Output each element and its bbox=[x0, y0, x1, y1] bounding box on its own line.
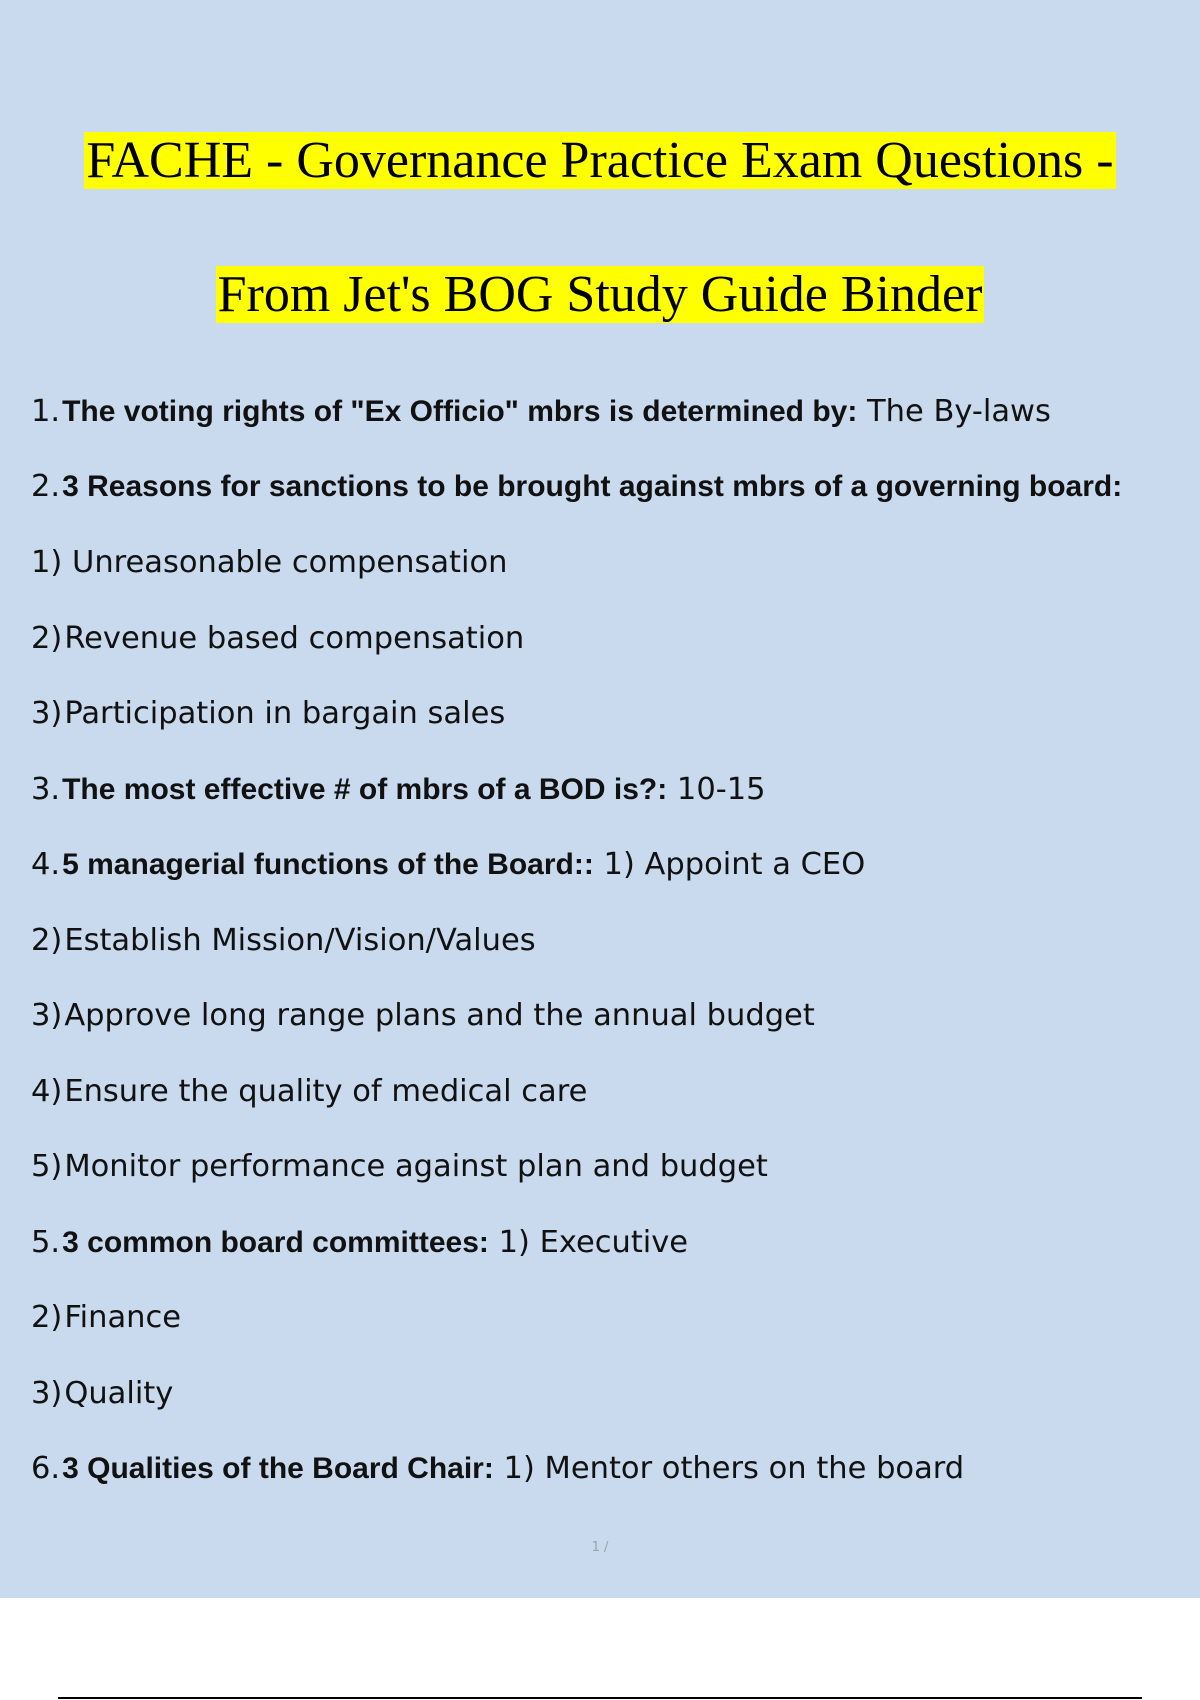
item-number: 4) bbox=[31, 1074, 63, 1109]
answer-line bbox=[31, 1373, 1200, 1415]
answer-line bbox=[31, 1071, 1200, 1113]
question-item bbox=[31, 844, 1200, 886]
item-number: 5) bbox=[31, 1149, 63, 1184]
title-line-2 bbox=[0, 262, 1200, 328]
question-text: The most effective # of mbrs of a BOD is?: bbox=[62, 773, 668, 806]
question-text: 3 Reasons for sanctions to be brought against mbrs of a governing board: bbox=[62, 470, 1123, 503]
answer-text: 1) Appoint a CEO bbox=[593, 847, 866, 882]
answer-line bbox=[31, 995, 1200, 1037]
item-number: 3) bbox=[31, 1376, 63, 1411]
item-number: 4. bbox=[31, 847, 61, 882]
title-highlight-1: FACHE - Governance Practice Exam Questions - bbox=[86, 132, 1114, 189]
answer-text: 1) Unreasonable compensation bbox=[31, 545, 508, 580]
answer-line bbox=[31, 920, 1200, 962]
item-number: 2) bbox=[31, 923, 63, 958]
answer-text: Ensure the quality of medical care bbox=[64, 1074, 588, 1109]
answer-line bbox=[31, 618, 1200, 660]
item-number: 2) bbox=[31, 1300, 63, 1335]
item-number: 6. bbox=[31, 1451, 61, 1486]
answer-text: Monitor performance against plan and budget bbox=[64, 1149, 768, 1184]
item-number: 3) bbox=[31, 696, 63, 731]
question-item bbox=[31, 1222, 1200, 1264]
answer-line bbox=[31, 1297, 1200, 1339]
question-text: 3 common board committees: bbox=[62, 1226, 489, 1259]
answer-text: Approve long range plans and the annual budget bbox=[64, 998, 815, 1033]
answer-text: 1) Executive bbox=[488, 1225, 689, 1260]
answer-text: Quality bbox=[64, 1376, 174, 1411]
question-item bbox=[31, 391, 1200, 433]
item-number: 1. bbox=[31, 394, 61, 429]
question-item bbox=[31, 769, 1200, 811]
answer-text: Finance bbox=[64, 1300, 181, 1335]
title-highlight-2: From Jet's BOG Study Guide Binder bbox=[217, 266, 983, 323]
answer-text: Establish Mission/Vision/Values bbox=[64, 923, 536, 958]
question-item bbox=[31, 1448, 1200, 1490]
answer-text: Revenue based compensation bbox=[64, 621, 525, 656]
answer-line bbox=[31, 1146, 1200, 1188]
next-page-divider bbox=[58, 1697, 1142, 1699]
question-text: 5 managerial functions of the Board:: bbox=[62, 848, 594, 881]
answer-text: The By-laws bbox=[857, 394, 1051, 429]
item-number: 2. bbox=[31, 469, 61, 504]
title-line-1 bbox=[0, 128, 1200, 194]
answer-text: 10-15 bbox=[667, 772, 766, 807]
answer-text: Participation in bargain sales bbox=[64, 696, 506, 731]
item-number: 3. bbox=[31, 772, 61, 807]
question-text: The voting rights of "Ex Officio" mbrs is determined by: bbox=[62, 395, 858, 428]
answer-text: 1) Mentor others on the board bbox=[493, 1451, 965, 1486]
question-text: 3 Qualities of the Board Chair: bbox=[62, 1452, 494, 1485]
answer-line bbox=[31, 693, 1200, 735]
question-item bbox=[31, 466, 1200, 508]
page-number: 1 / bbox=[591, 1540, 609, 1555]
answer-line bbox=[31, 542, 1200, 584]
item-number: 5. bbox=[31, 1225, 61, 1260]
item-number: 3) bbox=[31, 998, 63, 1033]
item-number: 2) bbox=[31, 621, 63, 656]
